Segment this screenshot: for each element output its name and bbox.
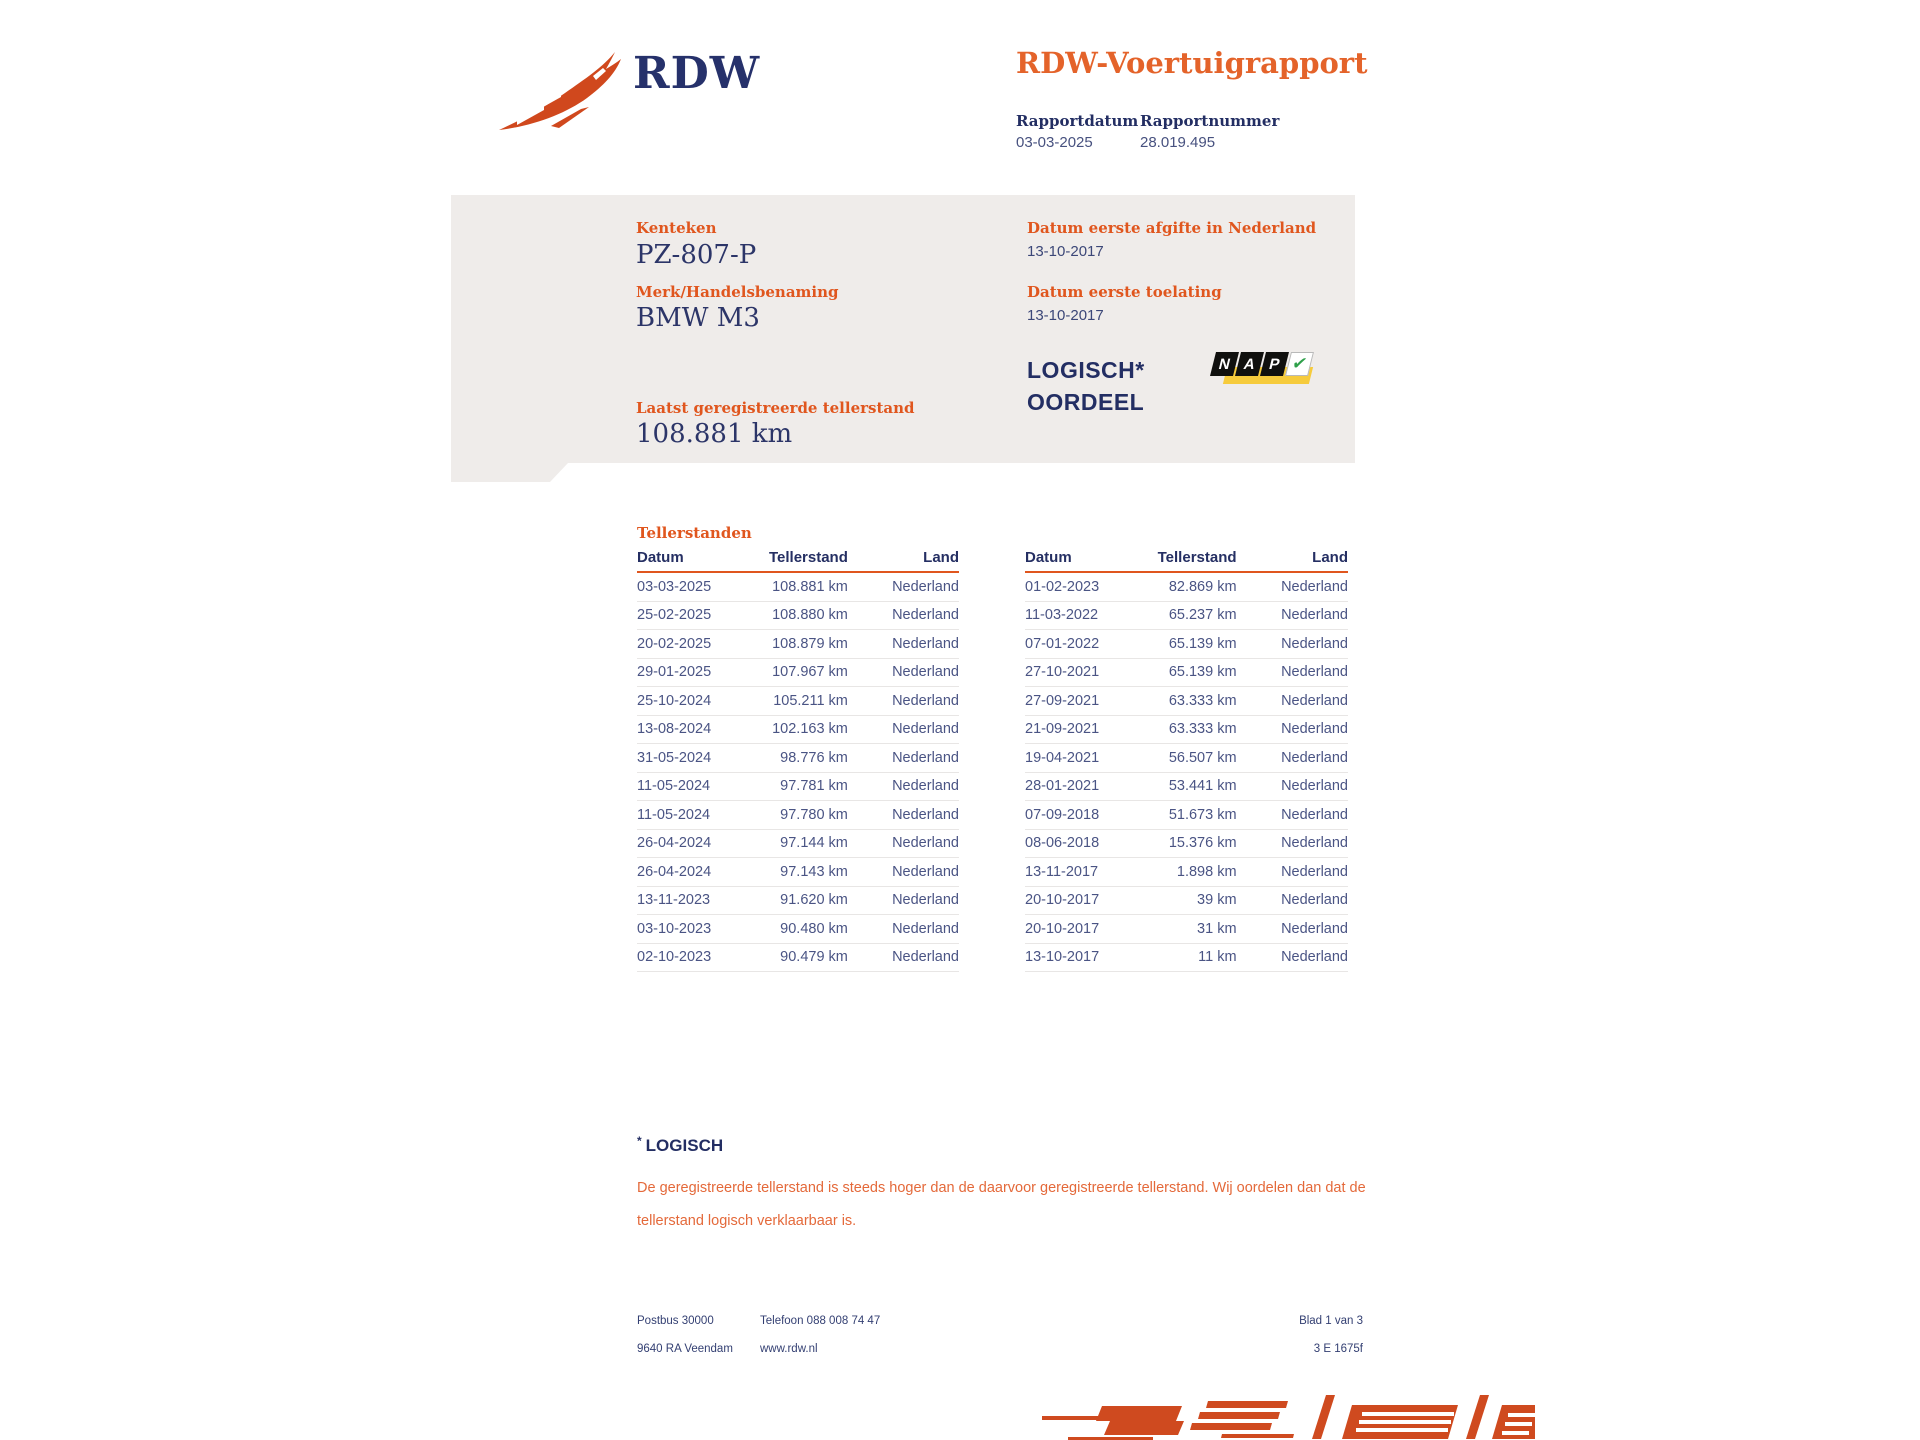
cell-tellerstand: 15.376 km [1168, 835, 1237, 852]
column-header-tellerstand: Tellerstand [1157, 549, 1237, 566]
cell-datum: 27-09-2021 [1025, 692, 1100, 709]
table-row [1025, 602, 1348, 631]
cell-land: Nederland [892, 920, 959, 937]
cell-datum: 07-09-2018 [1025, 806, 1100, 823]
cell-tellerstand: 108.880 km [772, 607, 848, 624]
cell-land: Nederland [892, 664, 959, 681]
cell-tellerstand: 97.781 km [780, 778, 848, 795]
report-date-value: 03-03-2025 [1016, 134, 1093, 151]
cell-land: Nederland [892, 692, 959, 709]
cell-tellerstand: 90.480 km [780, 920, 848, 937]
column-header-datum: Datum [637, 549, 684, 566]
cell-datum: 20-10-2017 [1025, 920, 1100, 937]
cell-land: Nederland [892, 778, 959, 795]
cell-land: Nederland [1281, 578, 1348, 595]
cell-datum: 20-10-2017 [1025, 892, 1100, 909]
cell-land: Nederland [1281, 949, 1348, 966]
cell-tellerstand: 82.869 km [1168, 578, 1237, 595]
rdw-speed-stripes-graphic [1030, 1393, 1535, 1440]
footnote-title-text: LOGISCH [645, 1136, 724, 1155]
column-header-tellerstand: Tellerstand [768, 549, 848, 566]
table-row [1025, 773, 1348, 802]
cell-datum: 26-04-2024 [637, 835, 712, 852]
cell-tellerstand: 97.780 km [780, 806, 848, 823]
cell-datum: 03-10-2023 [637, 920, 712, 937]
cell-land: Nederland [892, 749, 959, 766]
oordeel-text [1027, 354, 1145, 418]
cell-tellerstand: 98.776 km [780, 749, 848, 766]
cell-land: Nederland [892, 863, 959, 880]
footer-address-line1: Postbus 30000 [637, 1315, 714, 1327]
table-row [1025, 687, 1348, 716]
toelating-label: Datum eerste toelating [1027, 283, 1222, 301]
rdw-logo-swoosh-icon [497, 50, 627, 132]
cell-tellerstand: 1.898 km [1176, 863, 1237, 880]
cell-datum: 25-02-2025 [637, 607, 712, 624]
cell-land: Nederland [892, 721, 959, 738]
cell-tellerstand: 65.237 km [1168, 607, 1237, 624]
kenteken-value: PZ-807-P [636, 240, 757, 270]
table-row [1025, 944, 1348, 973]
cell-land: Nederland [1281, 892, 1348, 909]
table-header-row [637, 549, 959, 573]
cell-land: Nederland [1281, 778, 1348, 795]
cell-land: Nederland [1281, 692, 1348, 709]
afgifte-value: 13-10-2017 [1027, 243, 1104, 260]
table-row [637, 716, 959, 745]
table-row [637, 573, 959, 602]
kenteken-label: Kenteken [636, 219, 717, 237]
report-date-label: Rapportdatum [1016, 112, 1139, 130]
cell-tellerstand: 11 km [1198, 949, 1237, 966]
cell-tellerstand: 63.333 km [1168, 692, 1237, 709]
footnote-asterisk: * [637, 1134, 642, 1148]
footer-address-line2: 9640 RA Veendam [637, 1343, 733, 1355]
column-header-datum: Datum [1025, 549, 1072, 566]
footer-phone: Telefoon 088 008 74 47 [760, 1315, 881, 1327]
oordeel-line1: LOGISCH* [1027, 357, 1145, 383]
cell-tellerstand: 31 km [1197, 920, 1237, 937]
table-row [1025, 630, 1348, 659]
table-header-row [1025, 549, 1348, 573]
cell-tellerstand: 91.620 km [780, 892, 848, 909]
cell-datum: 11-05-2024 [637, 806, 711, 823]
footnote-title [637, 1134, 723, 1156]
table-row [1025, 716, 1348, 745]
cell-datum: 11-03-2022 [1025, 607, 1099, 624]
merk-label: Merk/Handelsbenaming [636, 283, 839, 301]
footer-form-code: 3 E 1675f [1313, 1343, 1363, 1355]
cell-tellerstand: 53.441 km [1168, 778, 1237, 795]
tellerstand-value: 108.881 km [636, 419, 793, 449]
cell-land: Nederland [892, 578, 959, 595]
table-row [637, 830, 959, 859]
table-row [1025, 830, 1348, 859]
cell-land: Nederland [892, 635, 959, 652]
cell-land: Nederland [1281, 920, 1348, 937]
table-row [637, 687, 959, 716]
nap-checkmark-icon: ✔ [1285, 352, 1314, 376]
cell-land: Nederland [1281, 806, 1348, 823]
cell-land: Nederland [892, 949, 959, 966]
cell-datum: 20-02-2025 [637, 635, 712, 652]
cell-datum: 13-11-2023 [637, 892, 711, 909]
footer-page-number: Blad 1 van 3 [1299, 1315, 1363, 1327]
column-header-land: Land [1312, 549, 1348, 566]
table-row [1025, 915, 1348, 944]
table-row [637, 887, 959, 916]
cell-land: Nederland [1281, 721, 1348, 738]
table-row [637, 602, 959, 631]
cell-datum: 21-09-2021 [1025, 721, 1100, 738]
cell-datum: 25-10-2024 [637, 692, 712, 709]
nap-letter-a: A [1235, 352, 1264, 376]
cell-tellerstand: 65.139 km [1168, 664, 1237, 681]
table-row [637, 801, 959, 830]
nap-logo [1213, 352, 1313, 388]
report-number-label: Rapportnummer [1140, 112, 1280, 130]
vehicle-summary-box-tab [451, 463, 568, 482]
cell-datum: 13-08-2024 [637, 721, 712, 738]
cell-datum: 01-02-2023 [1025, 578, 1100, 595]
cell-tellerstand: 102.163 km [772, 721, 848, 738]
cell-tellerstand: 90.479 km [780, 949, 848, 966]
cell-land: Nederland [892, 835, 959, 852]
tellerstanden-section-title: Tellerstanden [637, 524, 752, 542]
column-header-land: Land [923, 549, 959, 566]
cell-datum: 26-04-2024 [637, 863, 712, 880]
cell-datum: 19-04-2021 [1025, 749, 1100, 766]
table-row [1025, 858, 1348, 887]
table-row [1025, 659, 1348, 688]
cell-land: Nederland [1281, 835, 1348, 852]
cell-datum: 28-01-2021 [1025, 778, 1100, 795]
cell-tellerstand: 97.143 km [780, 863, 848, 880]
cell-datum: 13-11-2017 [1025, 863, 1099, 880]
cell-tellerstand: 105.211 km [773, 692, 848, 709]
table-row [1025, 573, 1348, 602]
cell-land: Nederland [1281, 635, 1348, 652]
cell-tellerstand: 39 km [1197, 892, 1237, 909]
cell-tellerstand: 108.881 km [772, 578, 848, 595]
cell-tellerstand: 51.673 km [1168, 806, 1237, 823]
table-row [637, 659, 959, 688]
table-row [1025, 887, 1348, 916]
table-row [637, 944, 959, 973]
nap-letter-p: P [1260, 352, 1289, 376]
afgifte-label: Datum eerste afgifte in Nederland [1027, 219, 1317, 237]
oordeel-line2: OORDEEL [1027, 389, 1145, 415]
footer-website: www.rdw.nl [760, 1343, 818, 1355]
tellerstand-label: Laatst geregistreerde tellerstand [636, 399, 915, 417]
cell-datum: 27-10-2021 [1025, 664, 1100, 681]
cell-tellerstand: 65.139 km [1168, 635, 1237, 652]
cell-tellerstand: 97.144 km [780, 835, 848, 852]
table-row [637, 915, 959, 944]
merk-value: BMW M3 [636, 303, 760, 333]
tellerstanden-table-right [1025, 549, 1348, 972]
rdw-logo-text: RDW [633, 48, 761, 99]
cell-land: Nederland [892, 892, 959, 909]
cell-datum: 02-10-2023 [637, 949, 712, 966]
cell-tellerstand: 108.879 km [772, 635, 848, 652]
table-row [1025, 744, 1348, 773]
table-row [637, 744, 959, 773]
table-row [637, 630, 959, 659]
tellerstanden-table-left [637, 549, 959, 972]
cell-tellerstand: 63.333 km [1168, 721, 1237, 738]
cell-land: Nederland [1281, 749, 1348, 766]
cell-land: Nederland [892, 806, 959, 823]
footnote-text: De geregistreerde tellerstand is steeds hoger dan de daarvoor geregistreerde tellerstand. Wij oordelen dan dat de tellerstand logisch verklaarbaar is. [637, 1180, 1366, 1229]
cell-tellerstand: 56.507 km [1168, 749, 1237, 766]
cell-datum: 07-01-2022 [1025, 635, 1100, 652]
cell-datum: 03-03-2025 [637, 578, 712, 595]
report-number-value: 28.019.495 [1140, 134, 1216, 151]
cell-land: Nederland [1281, 664, 1348, 681]
toelating-value: 13-10-2017 [1027, 307, 1104, 324]
document-title: RDW-Voertuigrapport [1016, 46, 1368, 80]
table-row [637, 858, 959, 887]
cell-datum: 29-01-2025 [637, 664, 712, 681]
cell-datum: 31-05-2024 [637, 749, 712, 766]
cell-datum: 13-10-2017 [1025, 949, 1100, 966]
cell-land: Nederland [1281, 607, 1348, 624]
cell-tellerstand: 107.967 km [772, 664, 848, 681]
table-row [1025, 801, 1348, 830]
cell-land: Nederland [1281, 863, 1348, 880]
table-row [637, 773, 959, 802]
cell-datum: 11-05-2024 [637, 778, 711, 795]
cell-datum: 08-06-2018 [1025, 835, 1100, 852]
nap-letter-n: N [1210, 352, 1239, 376]
cell-land: Nederland [892, 607, 959, 624]
